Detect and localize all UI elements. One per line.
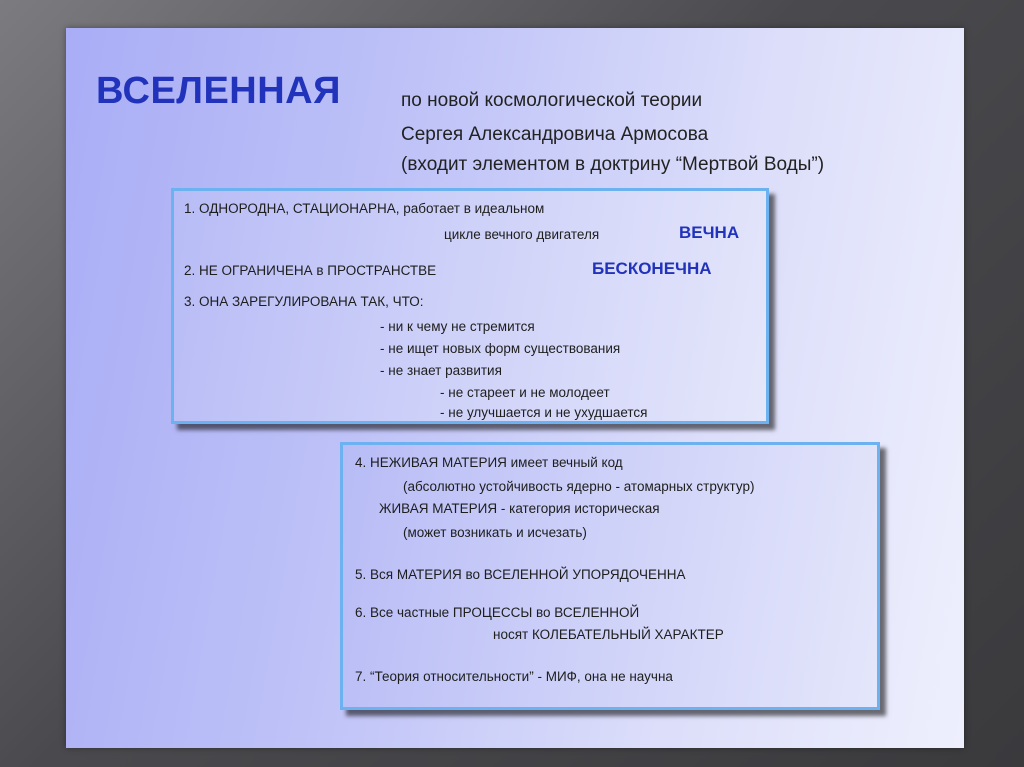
item-5: 5. Вся МАТЕРИЯ во ВСЕЛЕННОЙ УПОРЯДОЧЕННА	[355, 567, 686, 582]
item-6-line-2: носят КОЛЕБАТЕЛЬНЫЙ ХАРАКТЕР	[493, 627, 724, 642]
item-1-line-1: 1. ОДНОРОДНА, СТАЦИОНАРНА, работает в идеальном	[184, 201, 545, 216]
item-7: 7. “Теория относительности” - МИФ, она не научна	[355, 669, 673, 684]
item-1-line-2: цикле вечного двигателя	[444, 227, 600, 242]
subtitle-line-1: по новой космологической теории	[401, 90, 703, 111]
item-3-sub-3: - не знает развития	[380, 363, 502, 378]
item-3-sub-1: - ни к чему не стремится	[380, 319, 535, 334]
item-4-line-3: ЖИВАЯ МАТЕРИЯ - категория историческая	[379, 501, 660, 516]
item-4-line-4: (может возникать и исчезать)	[403, 525, 587, 540]
infinite-label: БЕСКОНЕЧНА	[592, 259, 712, 278]
slide	[66, 28, 964, 748]
eternal-label: ВЕЧНА	[679, 223, 740, 242]
properties-box-1	[171, 188, 769, 424]
item-3-sub-2: - не ищет новых форм существования	[380, 341, 621, 356]
item-2-line-1: 2. НЕ ОГРАНИЧЕНА в ПРОСТРАНСТВЕ	[184, 263, 437, 278]
subtitle-line-2: Сергея Александровича Армосова	[401, 124, 709, 145]
subtitle-line-3: (входит элементом в доктрину “Мертвой Воды”)	[401, 154, 825, 175]
item-3-sub-5: - не улучшается и не ухудшается	[440, 405, 648, 420]
item-3-line-1: 3. ОНА ЗАРЕГУЛИРОВАНА ТАК, ЧТО:	[184, 294, 424, 309]
item-6-line-1: 6. Все частные ПРОЦЕССЫ во ВСЕЛЕННОЙ	[355, 605, 640, 620]
item-3-sub-4: - не стареет и не молодеет	[440, 385, 610, 400]
slide-title: ВСЕЛЕННАЯ	[96, 70, 341, 112]
item-4-line-1: 4. НЕЖИВАЯ МАТЕРИЯ имеет вечный код	[355, 455, 623, 470]
properties-box-2	[340, 442, 880, 710]
item-4-line-2: (абсолютно устойчивость ядерно - атомарных структур)	[403, 479, 755, 494]
